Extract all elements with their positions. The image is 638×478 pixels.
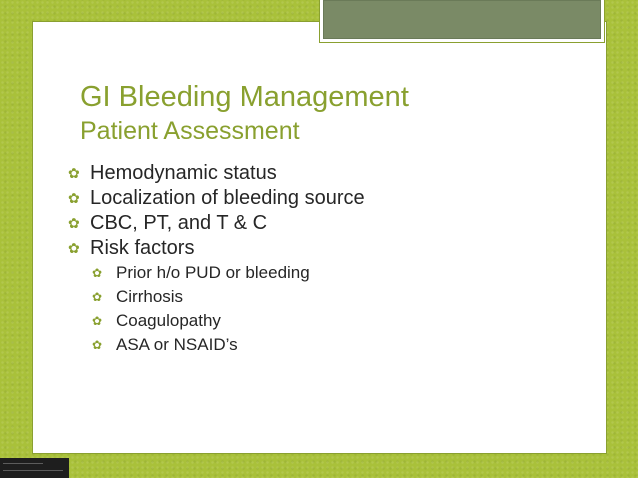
bullet-item [68, 211, 365, 236]
bullet-text: CBC, PT, and T & C [90, 212, 268, 234]
corner-thumbnail [0, 458, 69, 478]
leaf-bullet-icon: ✿ [92, 290, 103, 304]
leaf-bullet-icon: ✿ [92, 266, 103, 280]
sub-bullet-item [68, 261, 365, 285]
sub-bullet-text: Coagulopathy [116, 311, 221, 330]
sub-bullet-text: Cirrhosis [116, 287, 184, 306]
thumbnail-line [3, 463, 43, 464]
slide-title: GI Bleeding Management [80, 81, 409, 113]
bullet-item [68, 186, 365, 211]
bullet-text: Hemodynamic status [90, 162, 277, 184]
bullet-list [68, 161, 365, 357]
bullet-item [68, 236, 365, 261]
leaf-bullet-icon: ✿ [68, 165, 80, 181]
sub-bullet-text: ASA or NSAID’s [116, 335, 238, 354]
leaf-bullet-icon: ✿ [92, 314, 103, 328]
bullet-text: Risk factors [90, 237, 195, 259]
sub-bullet-item [68, 309, 365, 333]
bullet-item [68, 161, 365, 186]
decorative-top-tab-fill [323, 0, 601, 39]
slide-subtitle: Patient Assessment [80, 117, 300, 145]
leaf-bullet-icon: ✿ [68, 190, 80, 206]
leaf-bullet-icon: ✿ [92, 338, 103, 352]
thumbnail-line [3, 470, 63, 471]
sub-bullet-item [68, 333, 365, 357]
sub-bullet-text: Prior h/o PUD or bleeding [116, 263, 310, 282]
leaf-bullet-icon: ✿ [68, 240, 80, 256]
sub-bullet-item [68, 285, 365, 309]
decorative-top-tab [319, 0, 605, 43]
bullet-text: Localization of bleeding source [90, 187, 365, 209]
leaf-bullet-icon: ✿ [68, 215, 80, 231]
